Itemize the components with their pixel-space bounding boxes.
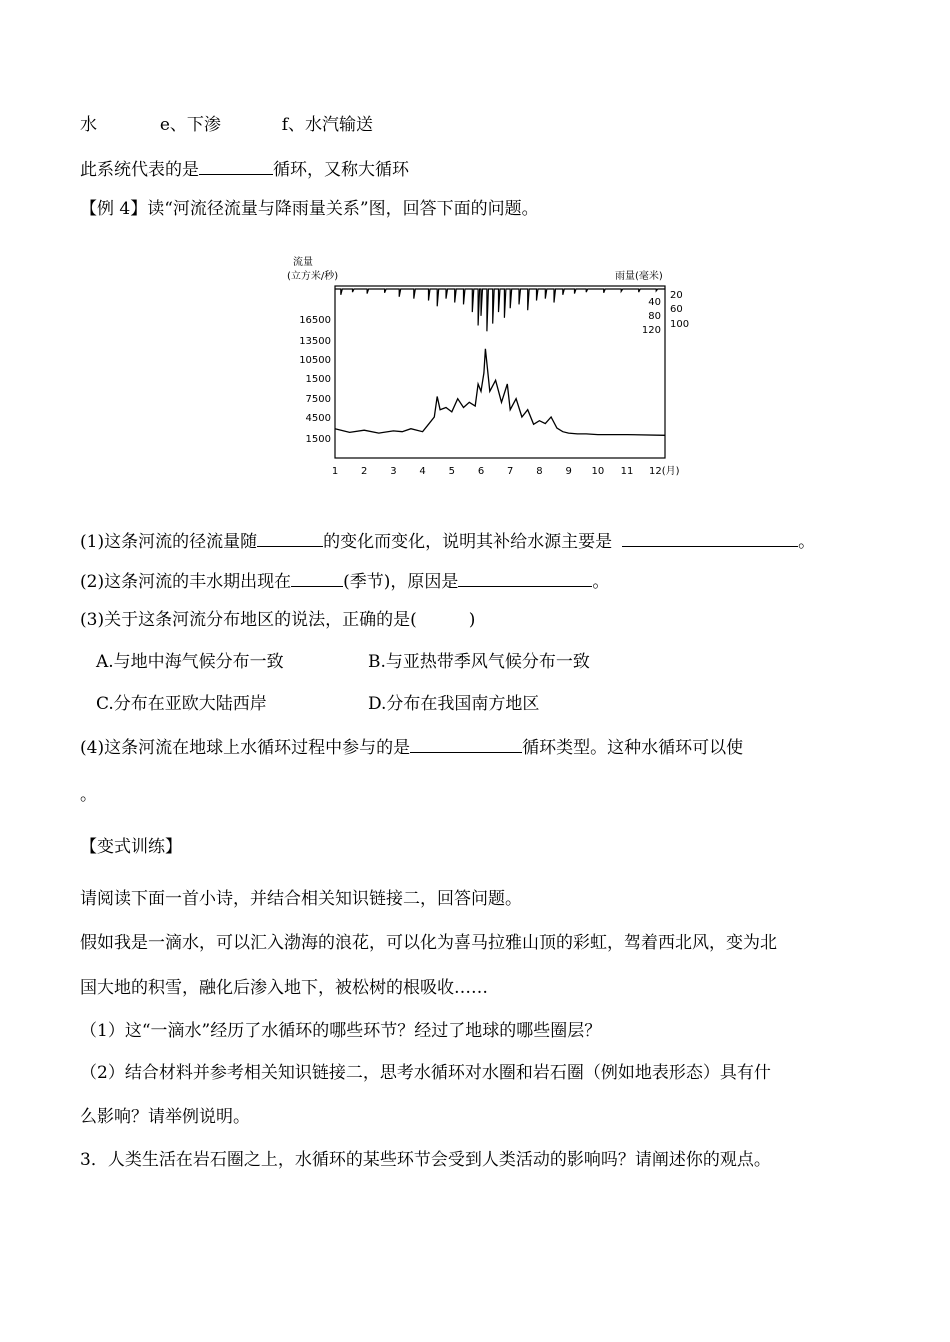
blank-q1-b[interactable] — [622, 528, 798, 547]
rain-tick-label: 120 — [641, 325, 661, 336]
variant-question-2b: 么影响？请举例说明。 — [80, 1107, 250, 1127]
question-4: (4)这条河流在地球上水循环过程中参与的是 循环类型。这种水循环可以使 — [80, 734, 743, 760]
option-f: f、水汽输送 — [281, 115, 373, 135]
x-tick-label: 5 — [448, 466, 456, 477]
poem-line-1: 假如我是一滴水，可以汇入渤海的浪花，可以化为喜马拉雅山顶的彩虹，驾着西北风，变为北 — [80, 933, 777, 953]
variant-intro: 请阅读下面一首小诗，并结合相关知识链接二，回答问题。 — [80, 889, 522, 909]
poem-line-2: 国大地的积雪，融化后渗入地下，被松树的根吸收…… — [80, 978, 488, 998]
x-tick-label: 12(月) — [648, 466, 680, 477]
x-tick-label: 8 — [536, 466, 543, 477]
option-c: C.分布在亚欧大陆西岸 — [96, 694, 267, 714]
question-1: (1)这条河流的径流量随 的变化而变化，说明其补给水源主要是 。 — [80, 528, 815, 554]
rain-tick-label: 40 — [648, 297, 661, 308]
x-tick-label: 3 — [390, 466, 397, 477]
rain-tick-label: 20 — [670, 290, 683, 301]
option-e: e、下渗 — [159, 115, 221, 135]
x-tick-label: 1 — [331, 466, 339, 477]
x-tick-label: 9 — [565, 466, 572, 477]
y-tick-label: 16500 — [299, 315, 331, 326]
x-tick-label: 11 — [620, 466, 634, 477]
answer-blank[interactable] — [199, 156, 273, 175]
question-2: (2)这条河流的丰水期出现在 (季节)，原因是 。 — [80, 568, 609, 594]
runoff-rainfall-chart — [285, 253, 695, 478]
y-tick-label: 10500 — [299, 355, 331, 366]
right-axis-label: 雨量(毫米) — [615, 271, 663, 282]
x-tick-label: 2 — [361, 466, 368, 477]
question-4-end: 。 — [80, 785, 97, 805]
text-water: 水 — [80, 115, 97, 135]
variant-question-3: 3．人类生活在岩石圈之上，水循环的某些环节会受到人类活动的影响吗？请阐述你的观点。 — [80, 1150, 771, 1170]
y-tick-label: 1500 — [305, 434, 331, 445]
option-b: B.与亚热带季风气候分布一致 — [368, 652, 590, 672]
option-d: D.分布在我国南方地区 — [368, 694, 540, 714]
top-line-2: 此系统代表的是 循环，又称大循环 — [80, 156, 409, 182]
x-tick-label: 6 — [477, 466, 485, 477]
blank-q2-b[interactable] — [458, 568, 592, 587]
y-tick-label: 1500 — [305, 374, 331, 385]
top-line-1 — [80, 113, 373, 137]
variant-question-1: （1）这“一滴水”经历了水循环的哪些环节？经过了地球的哪些圈层？ — [80, 1021, 602, 1041]
x-tick-label: 10 — [591, 466, 605, 477]
option-a: A.与地中海气候分布一致 — [96, 652, 284, 672]
blank-q1-a[interactable] — [257, 528, 323, 547]
variant-question-2a: （2）结合材料并参考相关知识链接二，思考水循环对水圈和岩石圈（例如地表形态）具有什 — [80, 1063, 771, 1083]
question-3: (3)关于这条河流分布地区的说法，正确的是( ) — [80, 610, 476, 630]
blank-q4[interactable] — [410, 734, 522, 753]
x-tick-label: 4 — [419, 466, 426, 477]
variant-heading: 【变式训练】 — [80, 837, 182, 857]
rain-tick-label: 80 — [648, 311, 661, 322]
example4-heading: 【例 4】读“河流径流量与降雨量关系”图，回答下面的问题。 — [80, 199, 539, 219]
x-tick-label: 7 — [507, 466, 514, 477]
blank-q2-a[interactable] — [291, 568, 343, 587]
runoff-series — [335, 349, 665, 436]
y-tick-label: 13500 — [299, 336, 331, 347]
left-axis-label-1: 流量 — [293, 257, 313, 268]
rain-tick-label: 60 — [670, 304, 683, 315]
y-tick-label: 4500 — [305, 413, 331, 424]
rain-tick-label: 100 — [670, 319, 690, 330]
rainfall-series — [335, 289, 665, 331]
left-axis-label-2: (立方米/秒) — [287, 271, 339, 282]
y-tick-label: 7500 — [305, 394, 331, 405]
